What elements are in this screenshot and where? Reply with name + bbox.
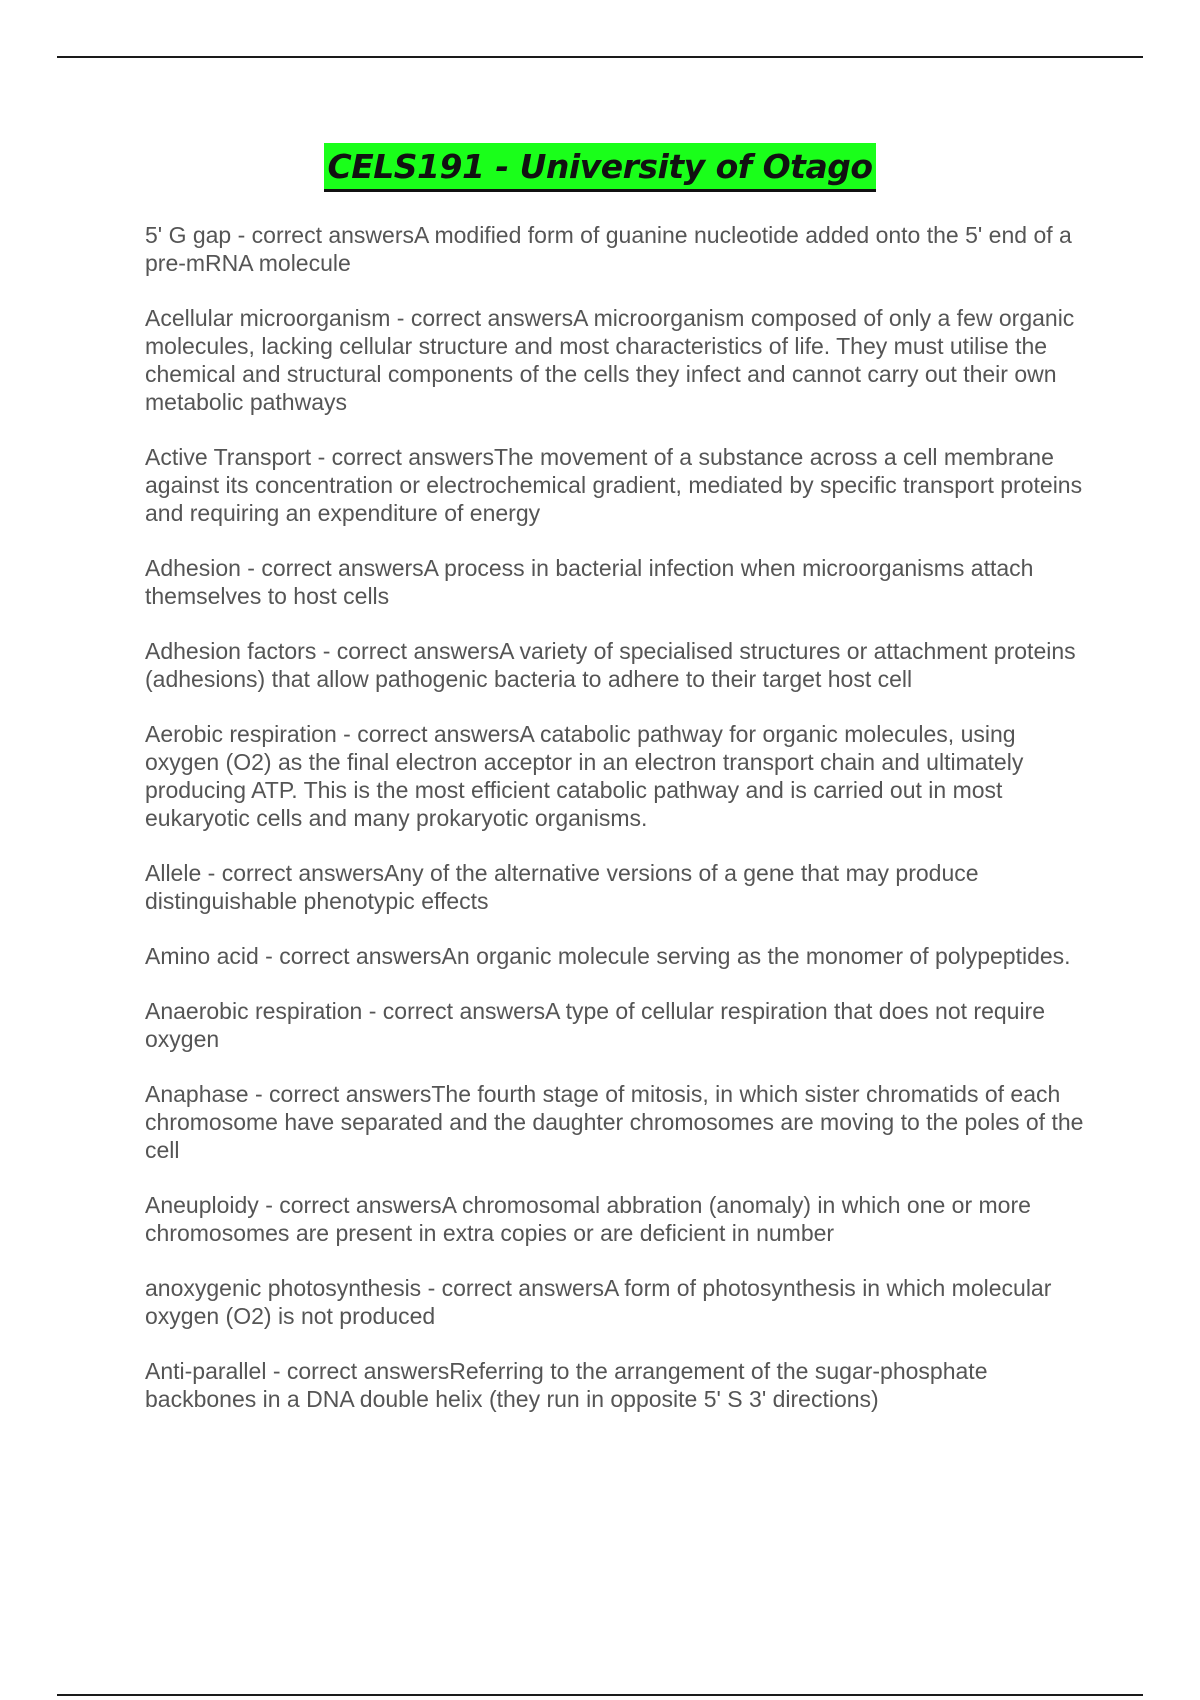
glossary-entry: Adhesion - correct answersA process in bacterial infection when microorganisms attach themselves to host cells — [145, 555, 1034, 609]
bottom-rule — [57, 1694, 1143, 1696]
glossary-entry: Aneuploidy - correct answersA chromosomal abbration (anomaly) in which one or more chromosomes are present in extra copies or are deficient in number — [145, 1192, 1031, 1246]
glossary-entry: Anaerobic respiration - correct answersA type of cellular respiration that does not require oxygen — [145, 998, 1046, 1052]
glossary-entry: Acellular microorganism - correct answersA microorganism composed of only a few organic molecules, lacking cellular structure and most characteristics of life. They must utilise the chemical and structural components of the cells they infect and cannot carry out their own metabolic pathways — [145, 305, 1075, 415]
glossary-entry: anoxygenic photosynthesis - correct answersA form of photosynthesis in which molecular oxygen (O2) is not produced — [145, 1275, 1052, 1329]
title-container — [0, 143, 1200, 192]
glossary-list — [145, 221, 1085, 1440]
glossary-entry: Anti-parallel - correct answersReferring to the arrangement of the sugar-phosphate backbones in a DNA double helix (they run in opposite 5' S 3' directions) — [145, 1358, 988, 1412]
document-title: CELS191 - University of Otago — [324, 143, 875, 192]
glossary-entry: 5' G gap - correct answersA modified form of guanine nucleotide added onto the 5' end of a pre-mRNA molecule — [145, 222, 1072, 276]
glossary-entry: Amino acid - correct answersAn organic molecule serving as the monomer of polypeptides. — [145, 943, 1071, 969]
glossary-entry: Active Transport - correct answersThe movement of a substance across a cell membrane against its concentration or electrochemical gradient, mediated by specific transport proteins and requiring an expenditure of energy — [145, 444, 1083, 526]
top-rule — [57, 56, 1143, 58]
glossary-entry: Anaphase - correct answersThe fourth stage of mitosis, in which sister chromatids of each chromosome have separated and the daughter chromosomes are moving to the poles of the cell — [145, 1081, 1084, 1163]
glossary-entry: Aerobic respiration - correct answersA catabolic pathway for organic molecules, using oxygen (O2) as the final electron acceptor in an electron transport chain and ultimately producing ATP. This is the most efficient catabolic pathway and is carried out in most eukaryotic cells and many prokaryotic organisms. — [145, 721, 1024, 831]
glossary-entry: Allele - correct answersAny of the alternative versions of a gene that may produce distinguishable phenotypic effects — [145, 860, 979, 914]
glossary-entry: Adhesion factors - correct answersA variety of specialised structures or attachment proteins (adhesions) that allow pathogenic bacteria to adhere to their target host cell — [145, 638, 1076, 692]
